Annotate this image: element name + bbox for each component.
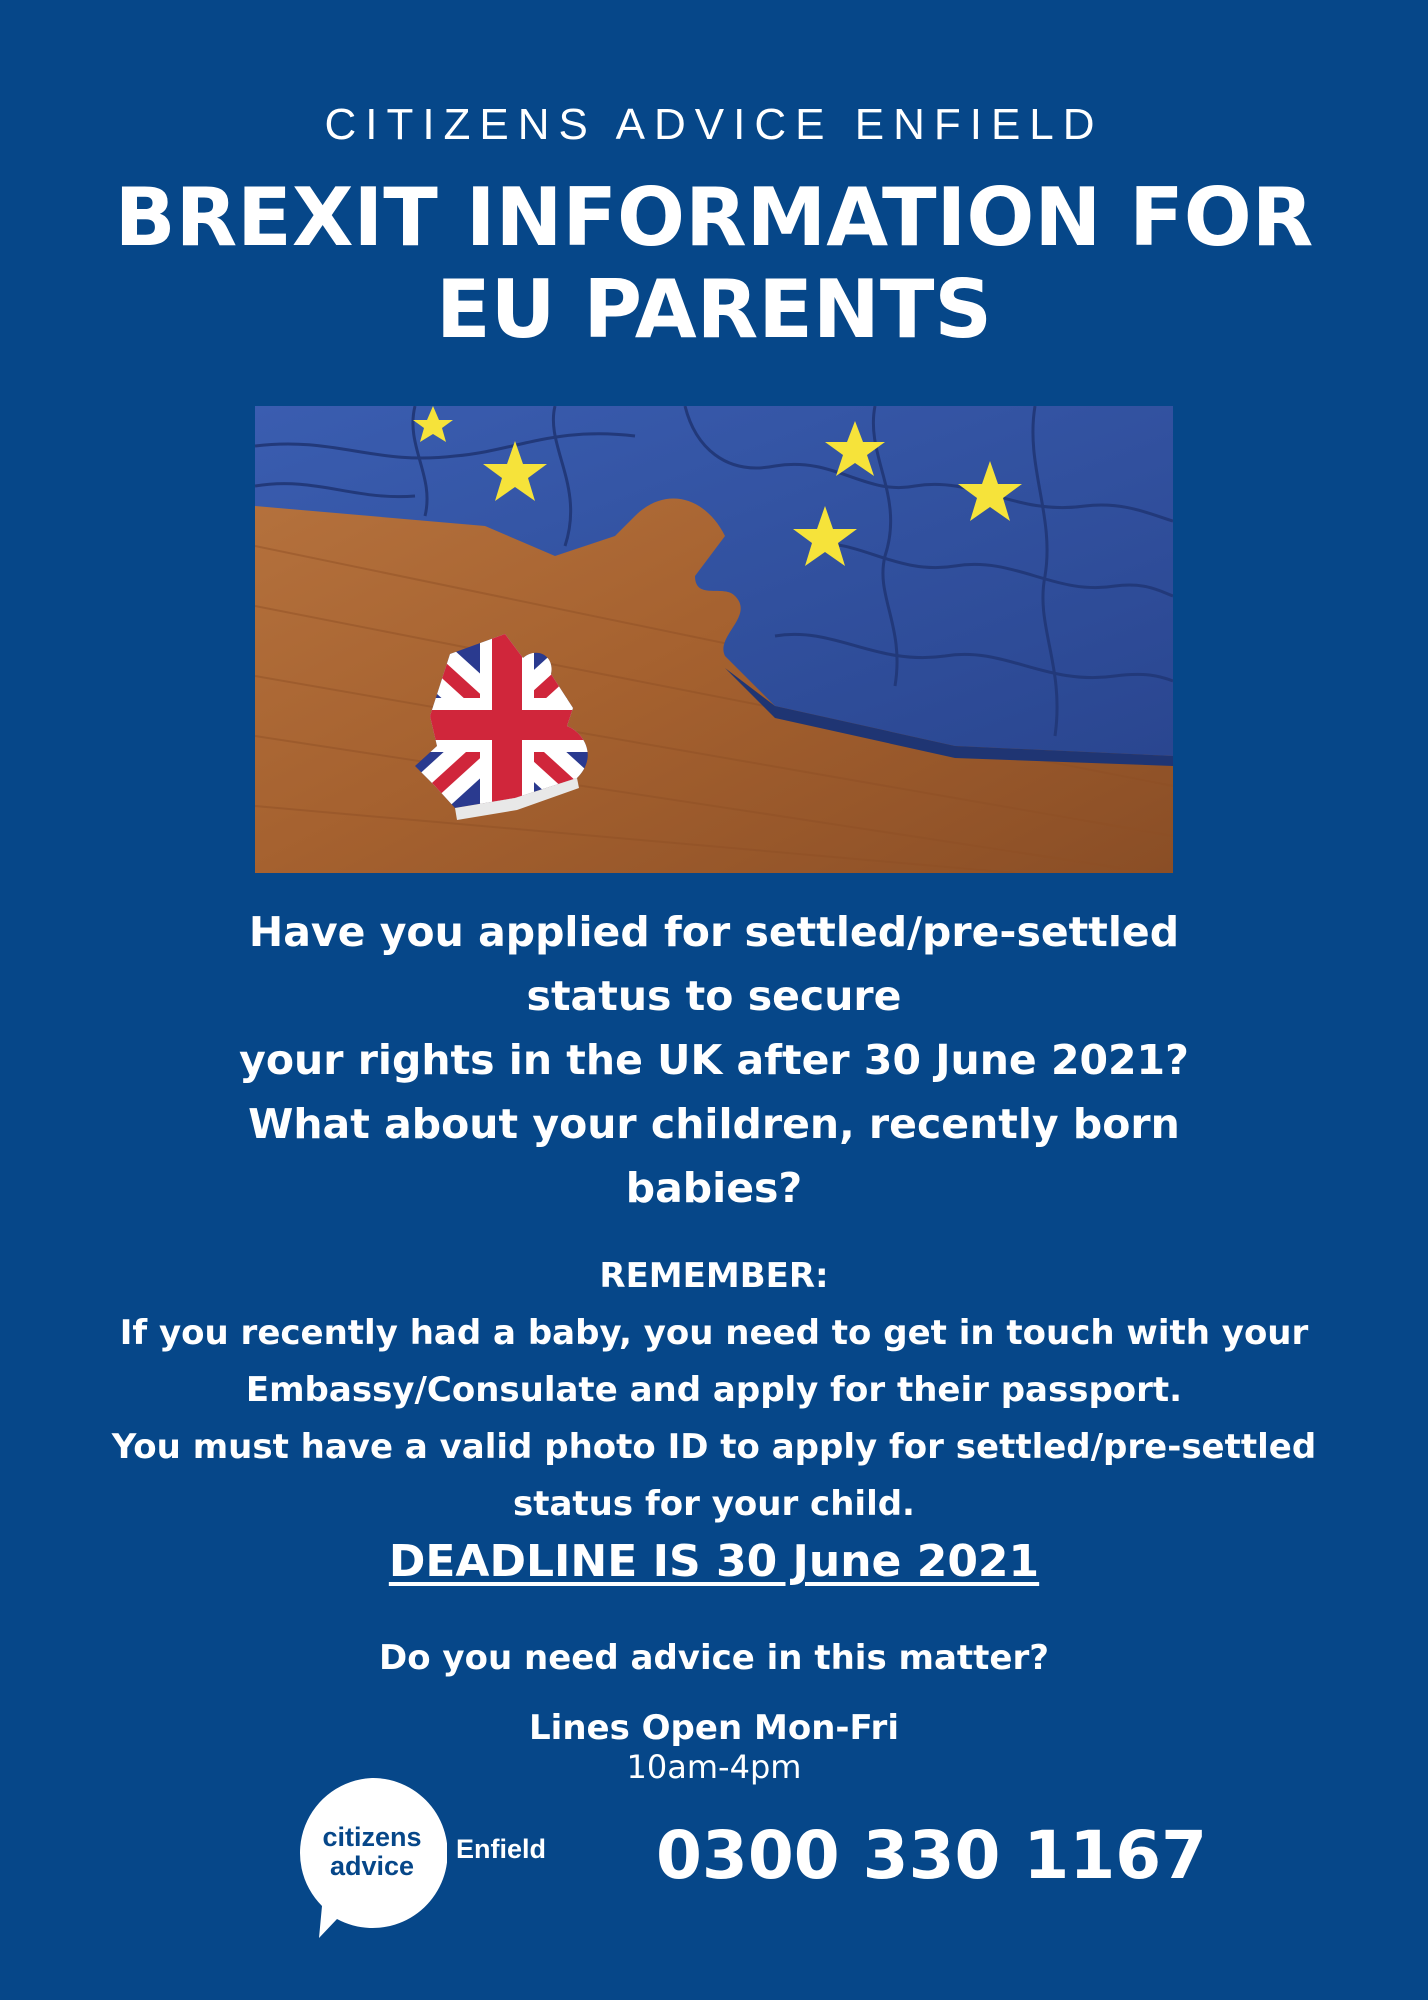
page-title [0, 172, 1428, 356]
remember-line-1: If you recently had a baby, you need to get in touch with your [119, 1313, 1309, 1353]
phone-number: 0300 330 1167 [656, 1817, 1208, 1894]
remember-line-2: Embassy/Consulate and apply for their passport. [245, 1370, 1183, 1410]
title-line-1: BREXIT INFORMATION FOR [114, 171, 1314, 264]
logo-word-citizens: citizens [322, 1822, 422, 1852]
question-line-2: status to secure [526, 972, 902, 1020]
remember-line-3: You must have a valid photo ID to apply for settled/pre-settled [111, 1427, 1317, 1467]
question-line-4: What about your children, recently born [248, 1100, 1180, 1148]
remember-block [60, 1248, 1368, 1533]
puzzle-photo [255, 406, 1173, 873]
remember-heading: REMEMBER: [599, 1256, 829, 1296]
logo-branch-name: Enfield [456, 1834, 547, 1864]
organisation-name: CITIZENS ADVICE ENFIELD [324, 100, 1104, 149]
deadline-notice: DEADLINE IS 30 June 2021 [388, 1536, 1040, 1587]
lines-open-label: Lines Open Mon-Fri [529, 1708, 899, 1748]
advice-question: Do you need advice in this matter? [379, 1638, 1049, 1678]
logo-word-advice: advice [329, 1851, 415, 1881]
question-line-5: babies? [625, 1164, 803, 1212]
question-line-3: your rights in the UK after 30 June 2021? [239, 1036, 1189, 1084]
opening-hours: 10am-4pm [626, 1748, 802, 1786]
remember-line-4: status for your child. [513, 1484, 915, 1524]
question-line-1: Have you applied for settled/pre-settled [248, 908, 1180, 956]
question-block [100, 900, 1328, 1220]
title-line-2: EU PARENTS [435, 263, 993, 356]
citizens-advice-logo [297, 1778, 447, 1938]
